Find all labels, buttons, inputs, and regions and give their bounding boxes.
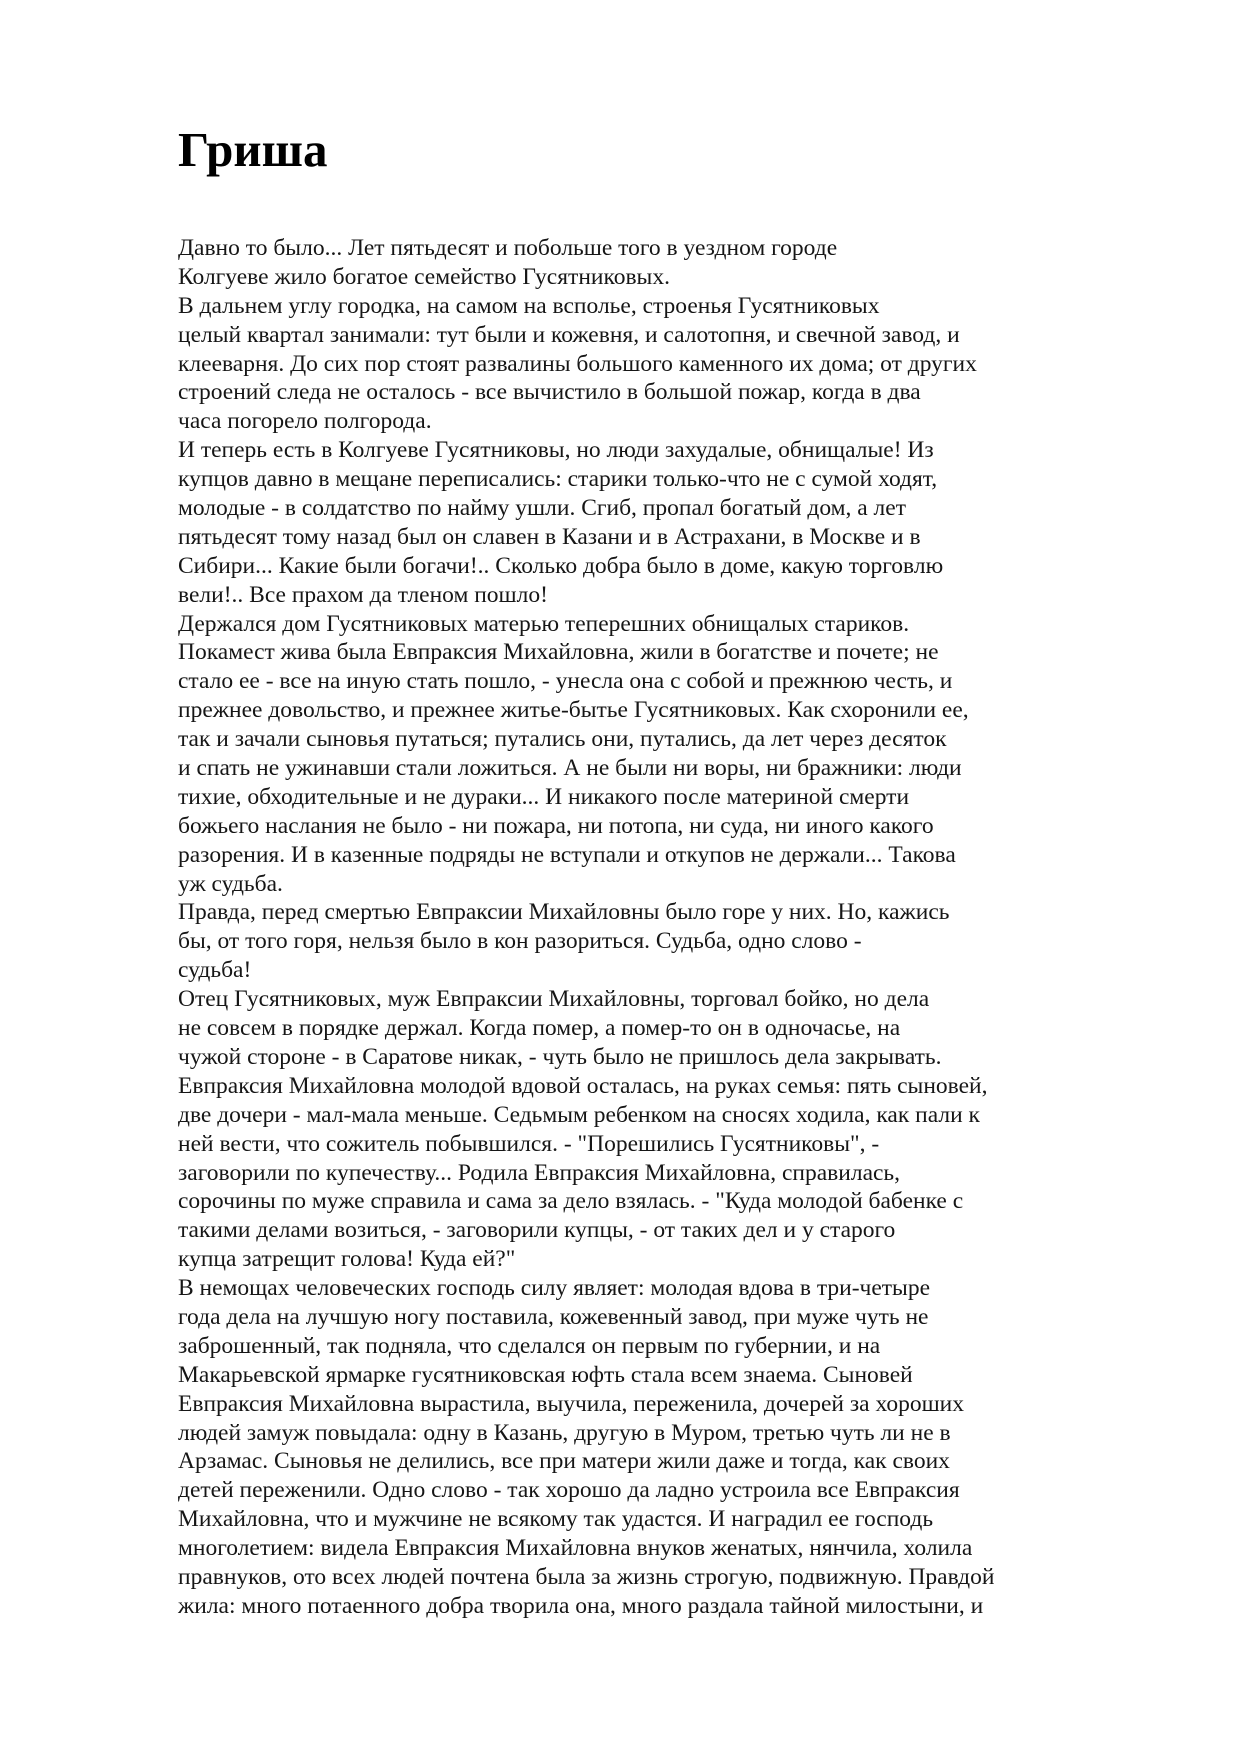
text-line: целый квартал занимали: тут были и кожевня, и салотопня, и свечной завод, и — [178, 321, 960, 348]
text-line: две дочери - мал-мала меньше. Седьмым ребенком на сносях ходила, как пали к — [178, 1101, 980, 1128]
text-line: заброшенный, так подняла, что сделался он первым по губернии, и на — [178, 1332, 881, 1359]
text-line: Евпраксия Михайловна вырастила, выучила, переженила, дочерей за хороших — [178, 1390, 964, 1417]
text-line: Покамест жива была Евпраксия Михайловна, жили в богатстве и почете; не — [178, 639, 939, 666]
text-line: и спать не ужинавши стали ложиться. А не были ни воры, ни бражники: люди — [178, 755, 962, 782]
document-title: Гриша — [178, 122, 328, 177]
text-line: уж судьба. — [178, 870, 283, 897]
text-line: не совсем в порядке держал. Когда помер, а помер-то он в одночасье, на — [178, 1015, 901, 1042]
text-line: часа погорело полгорода. — [178, 408, 432, 435]
text-line: ней вести, что сожитель побывшился. - "Порешились Гусятниковы", - — [178, 1130, 880, 1157]
text-line: И теперь есть в Колгуеве Гусятниковы, но люди захудалые, обнищалые! Из — [178, 437, 934, 464]
text-line: В немощах человеческих господь силу являет: молодая вдова в три-четыре — [178, 1275, 931, 1302]
text-line: Отец Гусятниковых, муж Евпраксии Михайловны, торговал бойко, но дела — [178, 986, 930, 1013]
text-line: многолетием: видела Евпраксия Михайловна внуков женатых, нянчила, холила — [178, 1535, 973, 1562]
text-line: клееварня. До сих пор стоят развалины большого каменного их дома; от других — [178, 350, 977, 377]
document-body — [178, 234, 1178, 1621]
text-line: Макарьевской ярмарке гусятниковская юфть стала всем знаема. Сыновей — [178, 1361, 913, 1388]
text-line: чужой стороне - в Саратове никак, - чуть было не пришлось дела закрывать. — [178, 1043, 942, 1070]
text-line: Давно то было... Лет пятьдесят и побольше того в уездном городе — [178, 235, 838, 261]
text-line: Правда, перед смертью Евпраксии Михайловны было горе у них. Но, кажись — [178, 899, 950, 926]
text-line: стало ее - все на иную стать пошло, - унесла она с собой и прежнюю честь, и — [178, 668, 953, 695]
text-line: судьба! — [178, 957, 252, 984]
text-line: правнуков, ото всех людей почтена была за жизнь строгую, подвижную. Правдой — [178, 1563, 995, 1590]
text-line: людей замуж повыдала: одну в Казань, другую в Муром, третью чуть ли не в — [178, 1419, 951, 1446]
text-line: Арзамас. Сыновья не делились, все при матери жили даже и тогда, как своих — [178, 1448, 950, 1475]
text-line: так и зачали сыновья путаться; путались они, путались, да лет через десяток — [178, 726, 947, 753]
text-line: божьего наслания не было - ни пожара, ни потопа, ни суда, ни иного какого — [178, 812, 934, 839]
text-line: В дальнем углу городка, на самом на всполье, строенья Гусятниковых — [178, 292, 880, 319]
text-line: тихие, обходительные и не дураки... И никакого после материной смерти — [178, 783, 910, 810]
text-line: молодые - в солдатство по найму ушли. Сгиб, пропал богатый дом, а лет — [178, 495, 906, 522]
text-line: года дела на лучшую ногу поставила, кожевенный завод, при муже чуть не — [178, 1303, 929, 1330]
text-line: купца затрещит голова! Куда ей?" — [178, 1246, 516, 1273]
text-line: купцов давно в мещане переписались: старики только-что не с сумой ходят, — [178, 466, 938, 493]
text-line: сорочины по муже справила и сама за дело взялась. - "Куда молодой бабенке с — [178, 1188, 964, 1215]
text-line: такими делами возиться, - заговорили купцы, - от таких дел и у старого — [178, 1217, 896, 1244]
text-line: Сибири... Какие были богачи!.. Сколько добра было в доме, какую торговлю — [178, 552, 944, 579]
text-line: пятьдесят тому назад был он славен в Казани и в Астрахани, в Москве и в — [178, 523, 921, 550]
text-line: прежнее довольство, и прежнее житье-бытье Гусятниковых. Как схоронили ее, — [178, 697, 969, 724]
text-line: вели!.. Все прахом да тленом пошло! — [178, 581, 548, 608]
text-line: жила: много потаенного добра творила она, много раздала тайной милостыни, и — [178, 1592, 984, 1619]
text-line: детей переженили. Одно слово - так хорошо да ладно устроила все Евпраксия — [178, 1477, 960, 1504]
text-line: заговорили по купечеству... Родила Евпраксия Михайловна, справилась, — [178, 1159, 901, 1186]
text-line: бы, от того горя, нельзя было в кон разориться. Судьба, одно слово - — [178, 928, 862, 955]
text-line: Держался дом Гусятниковых матерью теперешних обнищалых стариков. — [178, 610, 910, 637]
text-line: разорения. И в казенные подряды не вступали и откупов не держали... Такова — [178, 841, 956, 868]
text-line: Михайловна, что и мужчине не всякому так удастся. И наградил ее господь — [178, 1506, 934, 1533]
text-line: Колгуеве жило богатое семейство Гусятниковых. — [178, 263, 670, 290]
text-line: строений следа не осталось - все вычистило в большой пожар, когда в два — [178, 379, 921, 406]
text-line: Евпраксия Михайловна молодой вдовой осталась, на руках семья: пять сыновей, — [178, 1072, 988, 1099]
